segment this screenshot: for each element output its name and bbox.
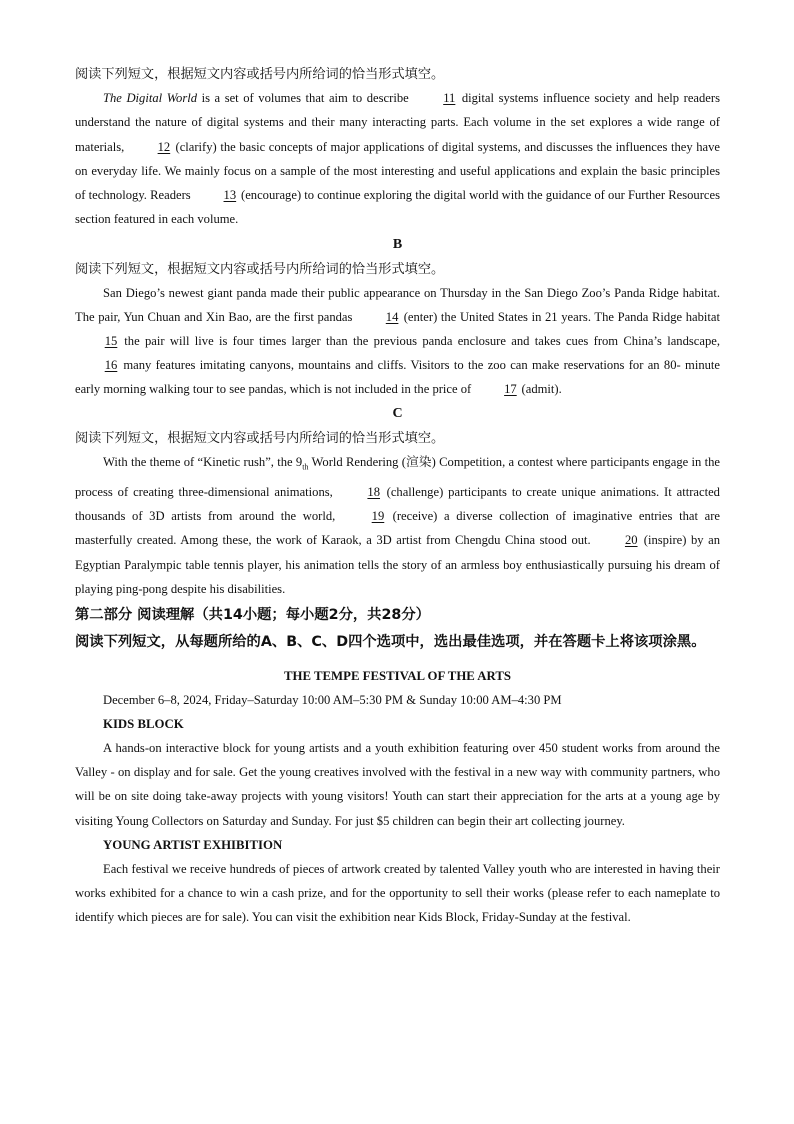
section-c-instruction: 阅读下列短文，根据短文内容或括号内所给词的恰当形式填空。 xyxy=(75,430,445,446)
section-a-passage: The Digital World is a set of volumes that aim to describe 11 digital systems influence society and help readers understand the nature of digital systems and their many interacting parts. Each volume in the set explores a wide range of materials, 12 (clarify) the basic concepts of major applications of digital systems, and discusses the influences they have on everyday life. We mainly focus on a sample of the most interesting and useful applications and explain the basic principles of technology. Readers 13 (encourage) to continue exploring the digital world with the guidance of our Further Resources section featured in each volume. xyxy=(75,86,720,232)
blank-17[interactable]: 17 xyxy=(504,382,517,397)
blank-18[interactable]: 18 xyxy=(367,484,381,499)
blank-19[interactable]: 19 xyxy=(371,509,385,524)
section-b-heading: B xyxy=(392,236,403,252)
section-c-passage: With the theme of “Kinetic rush”, the $9_{th}$ World Rendering (渲染) Competition, a contest where participants engage in the process of creating three-dimensional animations, 18 (challenge) participants to create unique animations. It attracted thousands of 3D artists from around the world, 19 (receive) a diverse collection of imaginative entries that are masterfully created. Among these, the work of Karaok, a 3D artist from Chengdu China stood out. 20 (inspire) by an Egyptian Paralympic table tennis player, his animation tells the story of an armless boy enthusiastically pursuing his dream of playing ping-pong despite his disabilities. xyxy=(75,455,720,596)
section-a-instruction: 阅读下列短文，根据短文内容或括号内所给词的恰当形式填空。 xyxy=(75,66,445,81)
part-two-heading: 第二部分 阅读理解（共14小题；每小题2分，共28分） xyxy=(75,606,430,623)
blank-12[interactable]: 12 xyxy=(157,139,171,154)
blank-14[interactable]: 14 xyxy=(385,309,399,324)
section-b-instruction: 阅读下列短文，根据短文内容或括号内所给词的恰当形式填空。 xyxy=(75,260,445,276)
section-c-heading: C xyxy=(392,406,403,422)
young-artist-exhibition-text: Each festival we receive hundreds of pieces of artwork created by talented Valley youth who are interested in having their works exhibited for a chance to win a cash prize, and for the opportunity to sell their works (please refer to each nameplate to identify which pieces are for sale). You can visit the exhibition near Kids Block, Friday-Sunday at the festival. xyxy=(75,861,720,925)
section-b-passage: San Diego’s newest giant panda made their public appearance on Thursday in the San Diego Zoo’s Panda Ridge habitat. The pair, Yun Chuan and Xin Bao, are the first pandas 14 (enter) the United States in 21 years. The Panda Ridge habitat 15 the pair will live is four times larger than the previous panda enclosure and takes cues from China’s landscape, 16 many features imitating canyons, mountains and cliffs. Visitors to the zoo can make reservations for an 80- minute early morning walking tour to see pandas, which is not included in the price of 17 (admit). xyxy=(75,281,720,401)
kids-block-heading: KIDS BLOCK xyxy=(103,716,184,731)
book-title: The Digital World xyxy=(103,91,198,105)
festival-title: THE TEMPE FESTIVAL OF THE ARTS xyxy=(283,668,511,683)
blank-15[interactable]: 15 xyxy=(104,333,118,348)
blank-13[interactable]: 13 xyxy=(223,188,237,203)
festival-date: December 6–8, 2024, Friday–Saturday 10:00 AM–5:30 PM & Sunday 10:00 AM–4:30 PM xyxy=(103,692,562,707)
blank-11[interactable]: 11 xyxy=(443,91,456,105)
document-page xyxy=(75,62,720,929)
kids-block-text: A hands-on interactive block for young artists and a youth exhibition featuring over 450 student works from around the Valley - on display and for sale. Get the young creatives involved with the festival in a new way with community partners, who will be on site doing take-away projects with young visitors! Youth can start their appreciation for the arts at a young age by visiting Young Collectors on Saturday and Sunday. For just $5 children can begin their art collecting journey. xyxy=(75,740,720,828)
blank-16[interactable]: 16 xyxy=(104,358,118,373)
part-two-instruction: 阅读下列短文，从每题所给的A、B、C、D四个选项中，选出最佳选项，并在答题卡上将该项涂黑。 xyxy=(75,633,706,650)
young-artist-exhibition-heading: YOUNG ARTIST EXHIBITION xyxy=(103,837,283,852)
blank-20[interactable]: 20 xyxy=(624,533,638,548)
